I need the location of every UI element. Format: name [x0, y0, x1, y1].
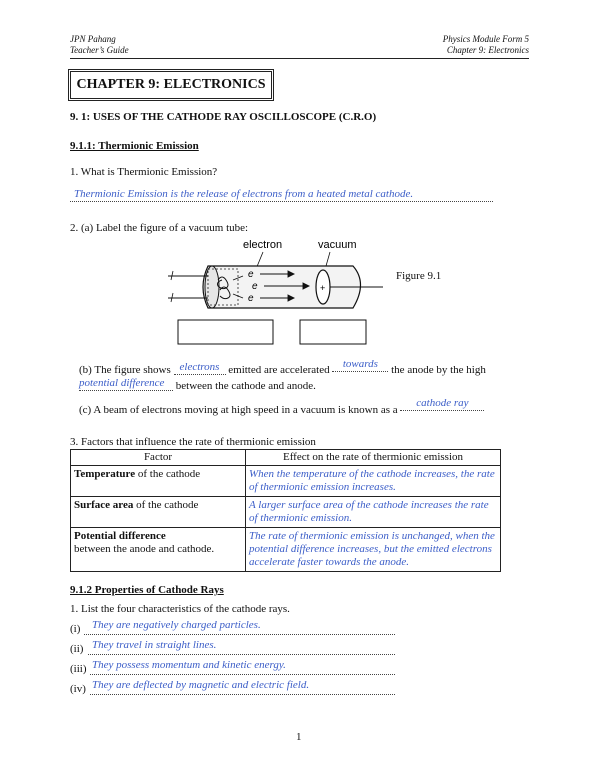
factor-rest: of the cathode: [135, 468, 201, 480]
q2b-text-4: between the cathode and anode.: [175, 380, 316, 392]
page-number: 1: [296, 731, 302, 743]
factor-cell: [71, 466, 246, 497]
question-3: 3. Factors that influence the rate of thermionic emission: [70, 436, 316, 448]
answer-1: Thermionic Emission is the release of electrons from a heated metal cathode.: [74, 188, 414, 200]
effect-cell: A larger surface area of the cathode increases the rate of thermionic emission.: [246, 497, 501, 528]
question-2b-line1: [79, 358, 509, 378]
list-item: [70, 619, 395, 636]
subsection-title-cathode-rays: 9.1.2 Properties of Cathode Rays: [70, 584, 224, 596]
dotted-line: [88, 654, 395, 655]
table-row: [71, 528, 501, 572]
label-electron: electron: [243, 239, 283, 251]
table-header-row: [71, 450, 501, 466]
factor-cell: [71, 528, 246, 572]
item-label: (i): [70, 623, 81, 635]
header-guide: Teacher’s Guide: [70, 45, 129, 55]
item-answer: They travel in straight lines.: [92, 639, 217, 651]
header-org: JPN Pahang: [70, 34, 116, 44]
dotted-line: [90, 674, 395, 675]
label-vacuum: vacuum: [318, 239, 357, 251]
q2b-answer-potential-difference: potential difference: [79, 377, 173, 391]
item-answer: They are deflected by magnetic and electric field.: [92, 679, 310, 691]
factor-bold: Potential difference: [74, 530, 166, 542]
q2b-answer-towards: towards: [332, 358, 388, 372]
item-label: (iv): [70, 683, 86, 695]
question-1: 1. What is Thermionic Emission?: [70, 166, 218, 178]
electron-e-1: e: [248, 269, 254, 280]
header-right: [443, 34, 529, 56]
item-label: (iii): [70, 663, 87, 675]
question-2a: 2. (a) Label the figure of a vacuum tube:: [70, 222, 249, 234]
q2b-answer-electrons: electrons: [174, 361, 226, 375]
factor-bold: Surface area: [74, 499, 134, 511]
electron-e-2: e: [252, 281, 258, 292]
header-chapter: Chapter 9: Electronics: [446, 45, 529, 55]
figure-caption: Figure 9.1: [396, 270, 442, 282]
item-answer: They are negatively charged particles.: [92, 619, 261, 631]
list-item: [70, 639, 395, 656]
list-item: [70, 679, 395, 696]
subsection-title-thermionic: 9.1.1: Thermionic Emission: [70, 140, 199, 152]
item-answer: They possess momentum and kinetic energy.: [92, 659, 286, 671]
factor-bold: Temperature: [74, 468, 136, 480]
header-module: Physics Module Form 5: [442, 34, 529, 44]
q2c-answer: cathode ray: [400, 397, 484, 411]
dotted-line: [70, 201, 493, 202]
header-effect: Effect on the rate of thermionic emission: [246, 450, 501, 466]
effect-cell: When the temperature of the cathode increases, the rate of thermionic emission increases.: [246, 466, 501, 497]
list-item: [70, 659, 395, 676]
anode-plus: +: [320, 283, 326, 293]
factor-rest: of the cathode: [133, 499, 199, 511]
question-list-characteristics: 1. List the four characteristics of the cathode rays.: [70, 603, 290, 615]
dotted-line: [84, 634, 395, 635]
factor-cell: [71, 497, 246, 528]
table-row: [71, 466, 501, 497]
q2b-text-3: the anode by the high: [391, 364, 486, 376]
answer-line-1: [70, 188, 493, 202]
header-factor: Factor: [71, 450, 246, 466]
dotted-line: [90, 694, 395, 695]
electron-e-3: e: [248, 293, 254, 304]
item-label: (ii): [70, 643, 84, 655]
header-left: [70, 34, 129, 56]
effect-cell: The rate of thermionic emission is unchanged, when the potential difference increases, but the emitted electrons accelerate faster towards the anode.: [246, 528, 501, 572]
header-rule: [70, 58, 529, 59]
section-title: 9. 1: USES OF THE CATHODE RAY OSCILLOSCOPE (C.R.O): [70, 111, 377, 123]
q2b-text-2: emitted are accelerated: [228, 364, 330, 376]
chapter-title: CHAPTER 9: ELECTRONICS: [70, 71, 272, 99]
q2c-text: (c) A beam of electrons moving at high speed in a vacuum is known as a: [79, 404, 398, 416]
table-row: [71, 497, 501, 528]
vacuum-tube-figure: [168, 236, 398, 346]
q2b-text-1: (b) The figure shows: [79, 364, 171, 376]
question-2b-line2: [79, 377, 316, 394]
factor-rest: between the anode and cathode.: [74, 543, 215, 555]
question-2c: [79, 397, 519, 418]
factors-table: [70, 449, 501, 572]
